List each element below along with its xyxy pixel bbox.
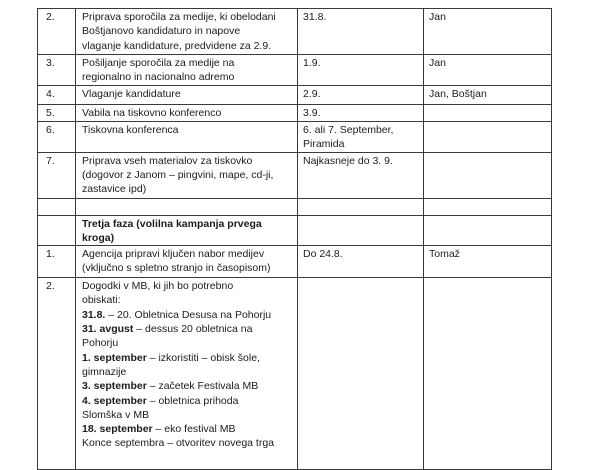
event-line [82,379,295,393]
table-row [38,198,552,215]
event-text: – eko festival MB [152,423,236,436]
table-row [38,122,552,153]
cell-owner [424,105,552,122]
row-number: 4. [46,88,55,100]
task-text: Priprava sporočila za medije, ki obelodani [82,11,276,23]
cell-owner [424,55,552,86]
cell-date [298,198,424,215]
cell-task [76,198,298,215]
event-text: – izkoristiti – obisk šole, [146,351,260,364]
task-text: zastavice ipd) [82,183,147,196]
cell-task [76,246,298,278]
event-date: 4. september [82,394,147,407]
cell-number [38,246,76,278]
event-line [82,394,295,408]
task-text: Priprava vseh materialov za tiskovko [82,154,253,167]
owner-text: Tomaž [429,248,460,261]
task-text: regionalno in nacionalno adremo [82,71,235,84]
cell-number [38,278,76,470]
cell-date [298,55,424,86]
event-line [82,336,295,350]
table-row [38,9,552,55]
cell-date [298,86,424,105]
event-text: Konce septembra – otvoritev novega trga [82,437,275,450]
event-text: obiskati: [82,294,121,307]
event-line [82,422,295,436]
task-text: (dogovor z Janom – pingvini, mape, cd-ji, [82,168,274,181]
cell-owner [424,246,552,278]
phase-title: kroga) [82,231,115,244]
row-number: 3. [46,57,55,69]
date-text: 6. ali 7. September, [303,124,394,136]
date-text: Najkasneje do 3. 9. [303,154,393,167]
table-row [38,105,552,122]
event-line [82,351,295,365]
event-text: – začetek Festivala MB [146,380,259,393]
event-date: 3. september [82,380,147,393]
cell-date [298,246,424,278]
cell-number [38,122,76,153]
event-text: Pohorju [82,337,119,350]
task-text: Agencija pripravi ključen nabor medijev [82,248,265,261]
cell-date [298,9,424,55]
schedule-table [37,8,552,470]
row-number: 6. [46,124,55,136]
cell-owner [424,278,552,470]
task-text: Tiskovna konferenca [82,124,179,136]
cell-number [38,198,76,215]
row-number: 2. [46,280,55,293]
cell-date [298,122,424,153]
cell-owner [424,86,552,105]
task-text: Pošiljanje sporočila za medije na [82,57,235,69]
table-row [38,55,552,86]
table-row [38,86,552,105]
event-text: Slomška v MB [82,408,150,421]
cell-number [38,9,76,55]
task-text: Boštjanovo kandidaturo in napove [82,25,241,38]
cell-date [298,105,424,122]
document-page [37,8,552,470]
owner-text: Jan [429,57,446,69]
cell-owner [424,215,552,246]
task-text: (vključno s spletno stranjo in časopisom) [82,262,271,275]
cell-number [38,55,76,86]
event-text: – dessus 20 obletnica na [133,323,253,336]
cell-owner [424,9,552,55]
table-row [38,152,552,198]
cell-number [38,105,76,122]
owner-text: Jan [429,11,446,23]
event-text: – obletnica prihoda [146,394,239,407]
event-line [82,408,295,422]
event-date: 31.8. [82,308,106,321]
date-text: 2.9. [303,88,321,100]
event-line [82,308,295,322]
date-text: 3.9. [303,107,321,119]
owner-text: Jan, Boštjan [429,88,487,100]
cell-date [298,215,424,246]
event-text: – 20. Obletnica Desusa na Pohorju [105,308,272,321]
cell-date [298,152,424,198]
date-text: 1.9. [303,57,321,69]
table-row [38,246,552,278]
table-row [38,278,552,470]
task-text: Vabila na tiskovno konferenco [82,107,222,119]
date-text: Do 24.8. [303,248,343,261]
cell-task [76,55,298,86]
cell-task [76,122,298,153]
task-text: Vlaganje kandidature [82,88,181,100]
table-row [38,215,552,246]
date-text: 31.8. [303,11,327,23]
row-number: 5. [46,107,55,119]
event-text: gimnazije [82,365,127,378]
event-line [82,279,295,293]
cell-owner [424,122,552,153]
cell-owner [424,198,552,215]
event-date: 1. september [82,351,147,364]
cell-task-events [76,278,298,470]
cell-task [76,105,298,122]
event-line [82,322,295,336]
row-number: 2. [46,11,55,23]
task-text: vlaganje kandidature, predvidene za 2.9. [82,39,272,52]
cell-number [38,86,76,105]
phase-title: Tretja faza (volilna kampanja prvega [82,217,262,230]
cell-task [76,152,298,198]
row-number: 7. [46,154,55,167]
cell-task [76,9,298,55]
event-date: 18. september [82,423,153,436]
event-text: Dogodki v MB, ki jih bo potrebno [82,280,234,293]
cell-date [298,278,424,470]
row-number: 1. [46,248,55,261]
event-line [82,293,295,307]
event-date: 31. avgust [82,323,134,336]
cell-task [76,86,298,105]
cell-task-phase-header [76,215,298,246]
cell-number [38,152,76,198]
event-line [82,365,295,379]
date-text: Piramida [303,138,345,151]
event-line [82,436,295,450]
cell-number [38,215,76,246]
cell-owner [424,152,552,198]
